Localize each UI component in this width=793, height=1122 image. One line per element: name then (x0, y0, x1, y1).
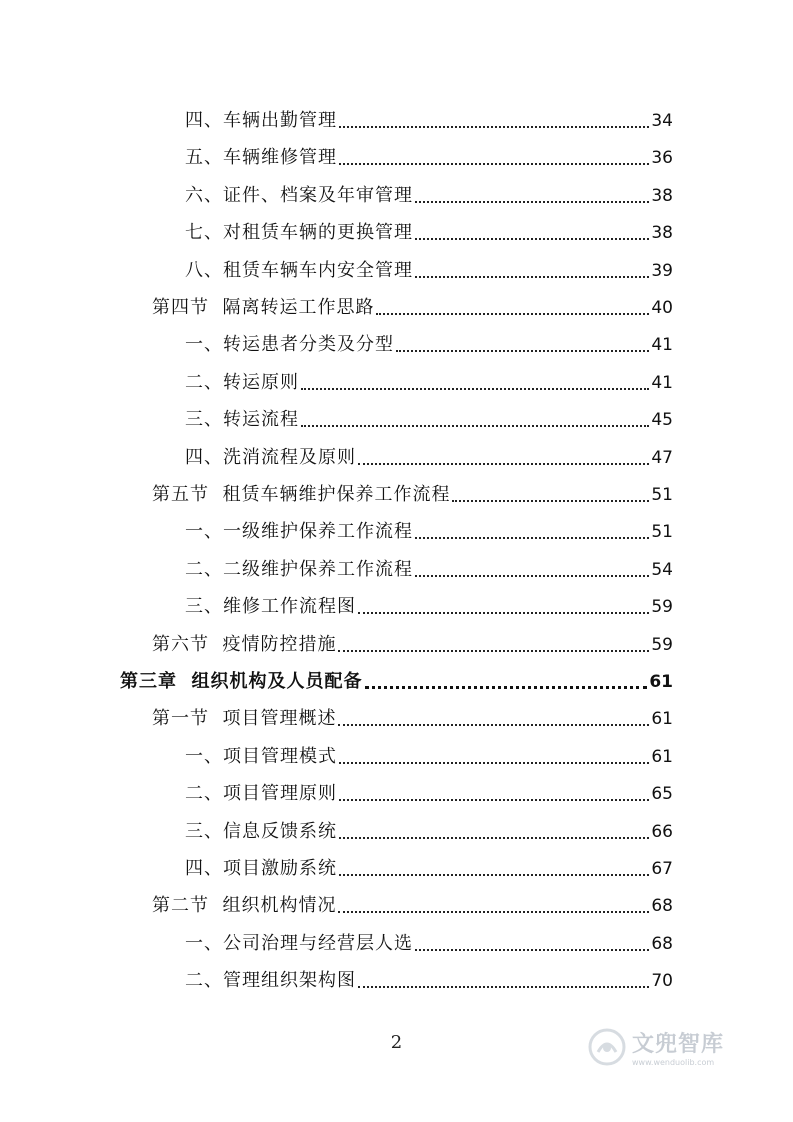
toc-entry-page: 68 (651, 934, 673, 954)
toc-leader-dots (339, 163, 649, 165)
toc-entry[interactable] (120, 665, 673, 693)
toc-entry[interactable] (185, 254, 673, 282)
toc-leader-dots (365, 686, 648, 689)
toc-leader-dots (339, 799, 649, 801)
toc-entry[interactable] (185, 515, 673, 543)
toc-entry[interactable] (185, 852, 673, 880)
toc-entry-label: 五、车辆维修管理 (185, 147, 337, 168)
toc-leader-dots (339, 126, 649, 128)
toc-entry-page: 59 (651, 635, 673, 655)
toc-leader-dots (415, 276, 649, 278)
toc-entry[interactable] (185, 553, 673, 581)
toc-entry-page: 67 (651, 859, 673, 879)
toc-entry-page: 34 (651, 111, 673, 131)
toc-entry[interactable] (152, 889, 673, 917)
toc-entry-label: 三、维修工作流程图 (185, 596, 356, 617)
toc-entry-page: 68 (651, 896, 673, 916)
toc-leader-dots (452, 500, 649, 502)
toc-entry-label: 二、项目管理原则 (185, 783, 337, 804)
toc-entry-page: 61 (651, 709, 673, 729)
toc-entry-label: 第三章 组织机构及人员配备 (120, 671, 363, 692)
toc-entry-label: 三、转运流程 (185, 409, 299, 430)
toc-entry-page: 54 (651, 560, 673, 580)
toc-entry-label: 四、车辆出勤管理 (185, 110, 337, 131)
toc-entry[interactable] (185, 403, 673, 431)
toc-entry-label: 二、二级维护保养工作流程 (185, 559, 413, 580)
toc-entry-label: 第一节 项目管理概述 (152, 708, 337, 729)
toc-entry-page: 51 (651, 522, 673, 542)
toc-entry[interactable] (185, 777, 673, 805)
toc-leader-dots (415, 238, 649, 240)
toc-leader-dots (338, 911, 649, 913)
toc-entry[interactable] (185, 366, 673, 394)
toc-entry[interactable] (185, 590, 673, 618)
toc-entry-label: 一、项目管理模式 (185, 746, 337, 767)
toc-entry[interactable] (185, 740, 673, 768)
toc-entry-label: 一、一级维护保养工作流程 (185, 521, 413, 542)
toc-entry[interactable] (152, 478, 673, 506)
toc-entry-page: 38 (651, 186, 673, 206)
watermark-url: www.wenduolib.com (632, 1058, 715, 1067)
toc-entry-page: 51 (651, 485, 673, 505)
toc-leader-dots (301, 388, 649, 390)
toc-entry-label: 一、公司治理与经营层人选 (185, 933, 413, 954)
toc-entry-page: 59 (651, 597, 673, 617)
toc-entry-page: 45 (651, 410, 673, 430)
toc-entry[interactable] (152, 702, 673, 730)
watermark-name: 文兜智库 (632, 1032, 725, 1057)
toc-leader-dots (338, 724, 649, 726)
toc-leader-dots (301, 425, 649, 427)
toc-entry[interactable] (185, 141, 673, 169)
toc-leader-dots (415, 537, 649, 539)
toc-leader-dots (376, 313, 649, 315)
toc-entry-page: 66 (651, 822, 673, 842)
toc-entry-page: 61 (651, 747, 673, 767)
toc-entry-label: 第四节 隔离转运工作思路 (152, 297, 375, 318)
toc-entry-page: 36 (651, 148, 673, 168)
toc-entry[interactable] (185, 441, 673, 469)
toc-entry[interactable] (185, 328, 673, 356)
toc-entry[interactable] (185, 964, 673, 992)
toc-entry-label: 一、转运患者分类及分型 (185, 334, 394, 355)
toc-entry-page: 40 (651, 298, 673, 318)
toc-entry-page: 41 (651, 373, 673, 393)
toc-entry-label: 第二节 组织机构情况 (152, 895, 337, 916)
toc-entry-label: 二、管理组织架构图 (185, 970, 356, 991)
toc-entry-page: 65 (651, 784, 673, 804)
toc-entry-page: 47 (651, 448, 673, 468)
toc-entry[interactable] (152, 291, 673, 319)
toc-leader-dots (339, 874, 649, 876)
toc-entry-page: 41 (651, 335, 673, 355)
toc-leader-dots (415, 575, 649, 577)
toc-entry[interactable] (152, 628, 673, 656)
toc-leader-dots (358, 463, 649, 465)
toc-entry-label: 四、项目激励系统 (185, 858, 337, 879)
toc-entry[interactable] (185, 104, 673, 132)
toc-leader-dots (339, 762, 649, 764)
toc-entry-page: 38 (651, 223, 673, 243)
page-number: 2 (390, 1032, 403, 1053)
toc-entry-label: 第五节 租赁车辆维护保养工作流程 (152, 484, 451, 505)
toc-leader-dots (358, 986, 649, 988)
toc-leader-dots (396, 350, 649, 352)
toc-entry-page: 61 (649, 672, 673, 692)
toc-leader-dots (415, 949, 649, 951)
toc-entry[interactable] (185, 216, 673, 244)
toc-entry-page: 39 (651, 261, 673, 281)
toc-entry-label: 第六节 疫情防控措施 (152, 634, 337, 655)
toc-leader-dots (358, 612, 649, 614)
toc-entry[interactable] (185, 179, 673, 207)
toc-entry-label: 二、转运原则 (185, 372, 299, 393)
toc-entry-label: 六、证件、档案及年审管理 (185, 185, 413, 206)
toc-entry-label: 八、租赁车辆车内安全管理 (185, 260, 413, 281)
toc-entry[interactable] (185, 927, 673, 955)
toc-entry-label: 三、信息反馈系统 (185, 821, 337, 842)
toc-entry-label: 四、洗消流程及原则 (185, 447, 356, 468)
toc-leader-dots (338, 650, 649, 652)
toc-entry-label: 七、对租赁车辆的更换管理 (185, 222, 413, 243)
toc-entry-page: 70 (651, 971, 673, 991)
toc-entry[interactable] (185, 815, 673, 843)
watermark-logo-icon (588, 1028, 626, 1066)
watermark (588, 1022, 758, 1072)
toc-leader-dots (339, 837, 649, 839)
toc-leader-dots (415, 201, 649, 203)
